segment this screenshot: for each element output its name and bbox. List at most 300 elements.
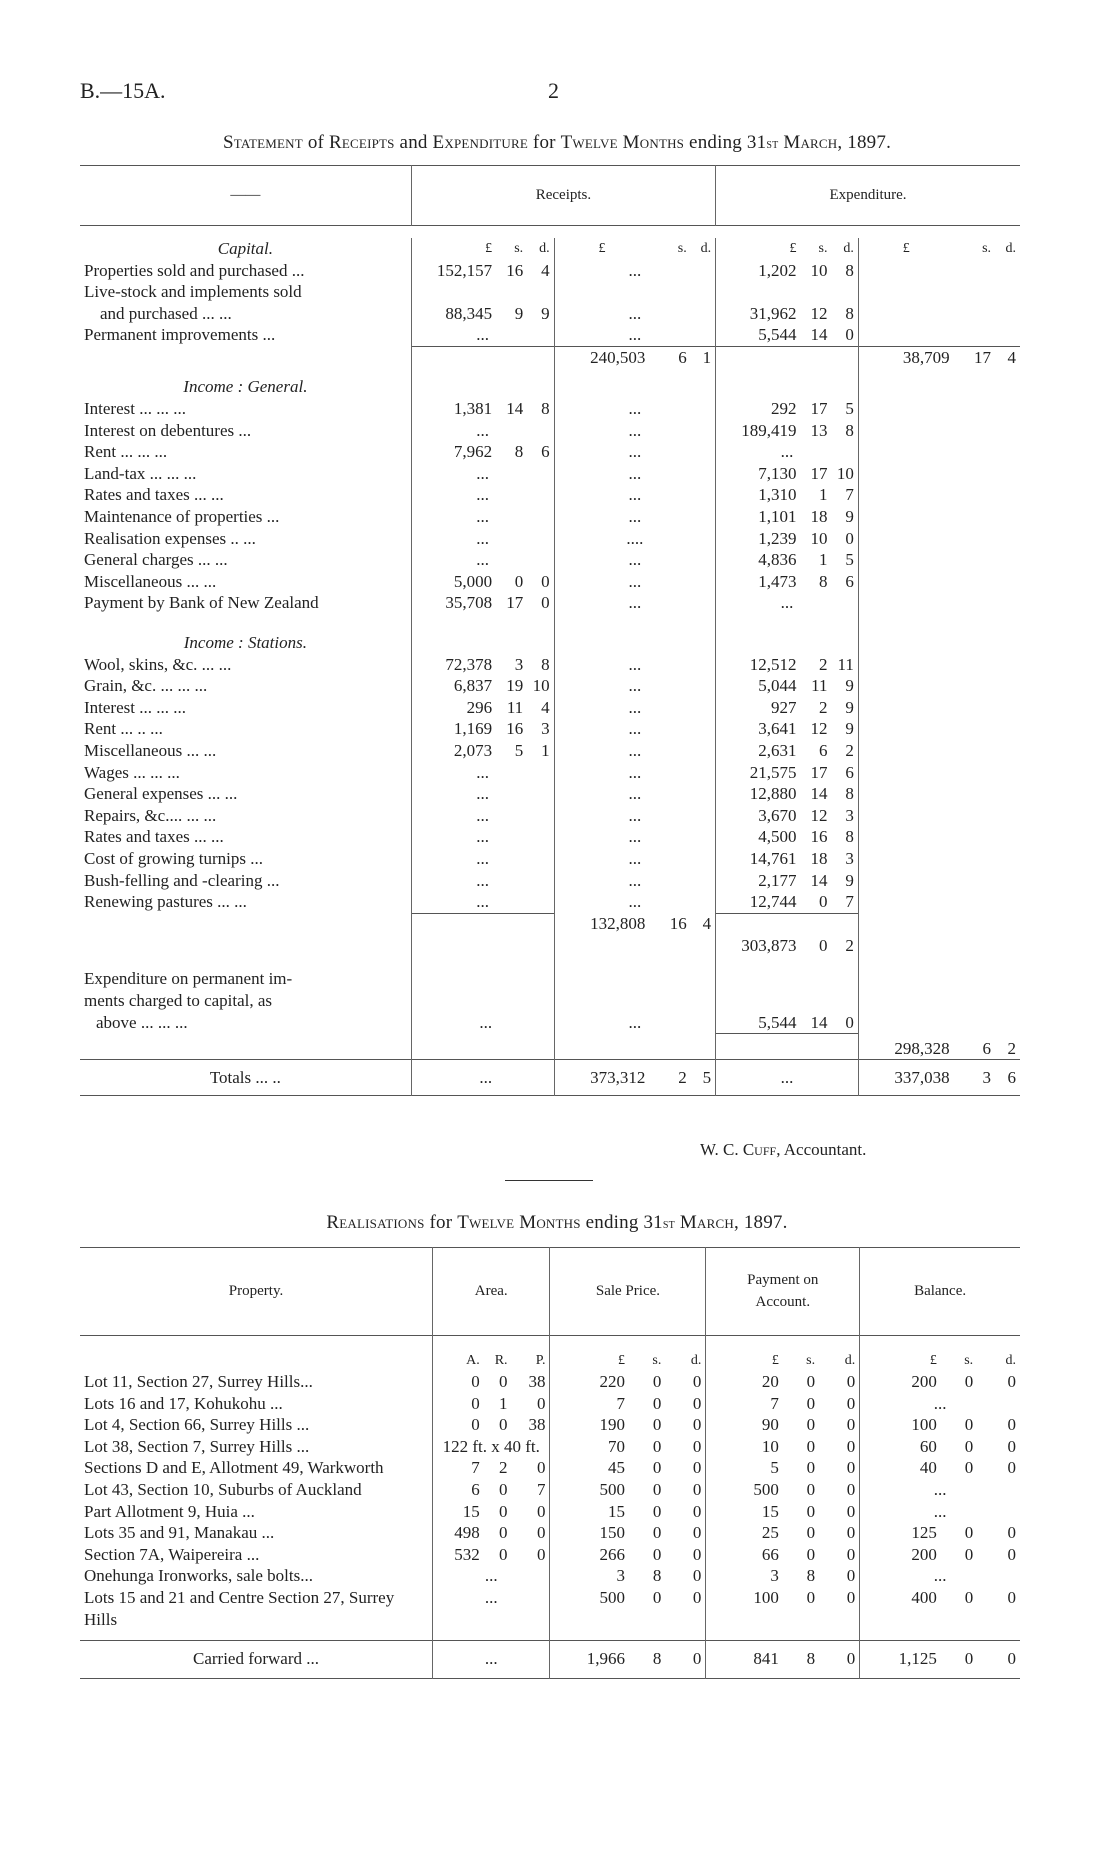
- title-part: of: [302, 132, 330, 153]
- statement-row: [80, 441, 1020, 463]
- title-part: , 1897.: [733, 1212, 788, 1233]
- property-name: Lot 38, Section 7, Surrey Hills ...: [84, 1436, 310, 1456]
- row-label: Realisation expenses .. ...: [84, 528, 256, 548]
- sale-pence: 0: [692, 1523, 702, 1543]
- title-part: ending 31: [580, 1212, 663, 1233]
- expenditure-pounds: 1,473: [716, 571, 801, 593]
- capital-receipts-total-s: 6: [649, 346, 690, 376]
- balance-pence: 0: [1007, 1436, 1016, 1456]
- payment-shillings: 0: [806, 1588, 816, 1608]
- row-label: Maintenance of properties ...: [84, 507, 280, 527]
- receipt2-dots: ...: [554, 420, 715, 442]
- sale-pence: 0: [692, 1566, 702, 1586]
- payment-pence: 0: [846, 1588, 856, 1608]
- receipt-dots: ...: [411, 805, 554, 827]
- receipt-pounds: 88,345: [411, 303, 496, 325]
- row-label: and purchased ... ...: [100, 303, 232, 323]
- expenditure-shillings: 12: [810, 805, 828, 825]
- row-label: Miscellaneous ... ...: [84, 740, 217, 760]
- permanent-label-line: ments charged to capital, as: [84, 991, 273, 1010]
- expenditure-pounds: 4,500: [716, 826, 801, 848]
- receipt-pounds: 7,962: [411, 441, 496, 463]
- expenditure-pence: 9: [845, 507, 854, 527]
- expenditure-pounds: 5,544: [716, 324, 801, 346]
- stations-receipts-total: 132,808: [554, 913, 649, 935]
- expenditure-pounds: 12,880: [716, 783, 801, 805]
- title-part: for: [527, 132, 561, 153]
- receipt2-dots: ...: [554, 260, 715, 282]
- receipt-pence: 8: [541, 399, 550, 419]
- carried-forward-sale: 1,966: [550, 1640, 629, 1678]
- receipt-shillings: 19: [506, 676, 524, 696]
- combined-expenditure: 303,873: [716, 935, 801, 957]
- property-name: Sections D and E, Allotment 49, Warkworth: [84, 1458, 384, 1478]
- sale-pence: 0: [692, 1393, 702, 1413]
- unit-perches: P.: [535, 1352, 546, 1368]
- area-roods: 0: [499, 1415, 508, 1435]
- expenditure-pounds: 12,744: [716, 891, 801, 913]
- receipt2-dots: ...: [554, 324, 715, 346]
- payment-header: Payment on Account.: [706, 1248, 860, 1336]
- expenditure-shillings: 1: [819, 485, 828, 505]
- title-part: ending 31: [684, 132, 767, 153]
- unit-d: d.: [700, 241, 712, 256]
- receipt2-dots: ...: [554, 891, 715, 913]
- sale-pounds: 3: [550, 1565, 629, 1587]
- receipt-pounds: 152,157: [411, 260, 496, 282]
- balance-shillings: 0: [964, 1588, 974, 1608]
- sale-pence: 0: [692, 1436, 702, 1456]
- statement-row: [80, 463, 1020, 485]
- balance-dots: ...: [860, 1479, 1020, 1501]
- statement-row: [80, 848, 1020, 870]
- expenditure-pence: 3: [845, 848, 854, 868]
- capital-rows: [80, 260, 1020, 347]
- statement-row: [80, 303, 1020, 325]
- realisation-row: [80, 1371, 1020, 1393]
- payment-pounds: 100: [706, 1587, 783, 1630]
- receipt-dots: ...: [411, 870, 554, 892]
- payment-shillings: 0: [806, 1436, 816, 1456]
- sale-shillings: 0: [652, 1588, 662, 1608]
- area-acres: 6: [433, 1479, 484, 1501]
- payment-pounds: 15: [706, 1501, 783, 1523]
- payment-pounds: 20: [706, 1371, 783, 1393]
- row-label: Interest ... ... ...: [84, 399, 186, 419]
- unit-s: s.: [514, 241, 524, 256]
- row-label: Rent ... ... ...: [84, 442, 168, 462]
- expenditure-pence: 6: [845, 762, 854, 782]
- payment-pence: 0: [846, 1372, 856, 1392]
- statement-row: [80, 718, 1020, 740]
- realisation-row: [80, 1565, 1020, 1587]
- expenditure-pounds: 1,239: [716, 528, 801, 550]
- payment-pounds: 90: [706, 1414, 783, 1436]
- statement-row: [80, 398, 1020, 420]
- receipt-dots: ...: [411, 484, 554, 506]
- unit-pound: £: [858, 238, 953, 260]
- expenditure2-empty: [858, 281, 1020, 303]
- sale-pence: 0: [692, 1588, 702, 1608]
- sale-pence: 0: [692, 1501, 702, 1521]
- expenditure2-empty: [858, 718, 1020, 740]
- unit-s: s.: [818, 241, 828, 256]
- payment-shillings: 0: [806, 1501, 816, 1521]
- area-dimensions: 122 ft. x 40 ft.: [433, 1436, 550, 1458]
- income-expenditure-total-d: 2: [1007, 1038, 1016, 1058]
- expenditure-pence: 5: [845, 399, 854, 419]
- receipt2-dots: ...: [554, 762, 715, 784]
- expenditure-dots: ...: [716, 441, 859, 463]
- balance-pence: 0: [1007, 1523, 1016, 1543]
- payment-shillings: 0: [806, 1458, 816, 1478]
- property-name: Lot 11, Section 27, Surrey Hills...: [84, 1372, 313, 1392]
- receipt-dots: ...: [411, 463, 554, 485]
- expenditure-pounds: 2,631: [716, 740, 801, 762]
- sale-pence: 0: [692, 1458, 702, 1478]
- expenditure2-empty: [858, 870, 1020, 892]
- row-label: Wool, skins, &c. ... ...: [84, 654, 232, 674]
- row-label: Land-tax ... ... ...: [84, 463, 197, 483]
- expenditure-shillings: 14: [810, 325, 828, 345]
- expenditure-shillings: 10: [810, 528, 828, 548]
- area-perches: 0: [536, 1523, 546, 1543]
- realisation-row: [80, 1587, 1020, 1630]
- expenditure2-empty: [858, 549, 1020, 571]
- expenditure-shillings: 16: [810, 827, 828, 847]
- receipt-dots: ...: [411, 420, 554, 442]
- receipt-shillings: 0: [514, 571, 524, 591]
- row-label: Permanent improvements ...: [84, 325, 276, 345]
- sale-pounds: 266: [550, 1544, 629, 1566]
- expenditure-shillings: 17: [810, 399, 828, 419]
- expenditure-pence: 11: [837, 654, 854, 674]
- carried-forward-sale-d: 0: [692, 1649, 702, 1669]
- payment-pence: 0: [846, 1458, 856, 1478]
- sale-pounds: 7: [550, 1393, 629, 1415]
- balance-pence: 0: [1007, 1415, 1016, 1435]
- carried-forward-balance: 1,125: [860, 1640, 941, 1678]
- area-dots: ...: [433, 1565, 550, 1587]
- statement-row: [80, 805, 1020, 827]
- receipt2-dots: ...: [554, 783, 715, 805]
- property-name: Lots 15 and 21 and Centre Section 27, Surrey Hills: [84, 1588, 395, 1629]
- realisations-table: [80, 1247, 1020, 1679]
- sale-pounds: 15: [550, 1501, 629, 1523]
- row-label: Live-stock and implements sold: [84, 282, 302, 302]
- expenditure-pence: 9: [845, 697, 854, 717]
- grand-total-receipts-s: 2: [678, 1067, 687, 1087]
- receipt2-dots: ...: [554, 654, 715, 676]
- row-label: Miscellaneous ... ...: [84, 571, 217, 591]
- statement-title: [0, 132, 1114, 154]
- statement-row: [80, 324, 1020, 346]
- sale-shillings: 0: [652, 1372, 662, 1392]
- combined-expenditure-d: 2: [845, 935, 854, 955]
- balance-pence: 0: [1007, 1588, 1016, 1608]
- permanent-label-line: above ... ... ...: [96, 1012, 188, 1032]
- expenditure-header: Expenditure.: [716, 166, 1020, 226]
- statement-row: [80, 260, 1020, 282]
- sale-shillings: 0: [652, 1436, 662, 1456]
- area-roods: 0: [499, 1372, 508, 1392]
- payment-pence: 0: [846, 1480, 856, 1500]
- unit-d: d.: [1005, 241, 1016, 256]
- permanent-expenditure-s: 14: [810, 1012, 828, 1032]
- carried-forward-label: Carried forward ...: [192, 1649, 320, 1669]
- expenditure-shillings: 12: [810, 719, 828, 739]
- balance-pounds: 60: [860, 1436, 941, 1458]
- expenditure2-empty: [858, 571, 1020, 593]
- carried-forward-payment-s: 8: [806, 1649, 816, 1669]
- income-expenditure-total: 298,328: [858, 1034, 953, 1060]
- receipt-dots: ...: [411, 549, 554, 571]
- permanent-expenditure-d: 0: [845, 1012, 854, 1032]
- balance-dots: ...: [860, 1565, 1020, 1587]
- receipt-dots: ...: [411, 324, 554, 346]
- unit-s: s.: [677, 241, 687, 256]
- expenditure-pence: 8: [845, 420, 854, 440]
- statement-table: [80, 165, 1020, 1096]
- expenditure-pounds: 3,670: [716, 805, 801, 827]
- statement-row: [80, 506, 1020, 528]
- carried-forward-sale-s: 8: [652, 1649, 662, 1669]
- statement-row: [80, 592, 1020, 614]
- receipt2-dots: ...: [554, 398, 715, 420]
- expenditure2-empty: [858, 420, 1020, 442]
- receipt2-dots: ...: [554, 697, 715, 719]
- receipt-empty: [411, 281, 554, 303]
- blank-col-header: ——: [230, 186, 261, 203]
- balance-pounds: 40: [860, 1457, 941, 1479]
- title-part: Twelve Months: [457, 1212, 581, 1233]
- title-part: st: [662, 1217, 675, 1232]
- realisation-row: [80, 1436, 1020, 1458]
- unit-s: s.: [806, 1352, 816, 1368]
- title-part: for: [424, 1212, 458, 1233]
- balance-pence: 0: [1007, 1458, 1016, 1478]
- unit-s: s.: [982, 241, 992, 256]
- sale-pounds: 500: [550, 1479, 629, 1501]
- area-perches: 0: [536, 1458, 546, 1478]
- expenditure-shillings: 14: [810, 784, 828, 804]
- title-part: Receipts: [329, 132, 395, 153]
- payment-pence: 0: [846, 1544, 856, 1564]
- title-part: Twelve Months: [560, 132, 685, 153]
- expenditure-shillings: 12: [810, 303, 828, 323]
- row-label: Renewing pastures ... ...: [84, 892, 247, 912]
- carried-forward-payment: 841: [706, 1640, 783, 1678]
- unit-pound: £: [554, 238, 649, 260]
- expenditure2-empty: [858, 398, 1020, 420]
- balance-dots: ...: [860, 1501, 1020, 1523]
- unit-pound: £: [706, 1350, 783, 1372]
- expenditure2-empty: [858, 891, 1020, 913]
- realisation-row: [80, 1479, 1020, 1501]
- expenditure2-empty: [858, 826, 1020, 848]
- payment-pounds: 10: [706, 1436, 783, 1458]
- permanent-receipt2-dots: ...: [554, 1012, 715, 1034]
- receipt2-dots: ...: [554, 870, 715, 892]
- receipt-pounds: 1,169: [411, 718, 496, 740]
- realisation-row: [80, 1501, 1020, 1523]
- area-roods: 0: [499, 1544, 508, 1564]
- expenditure2-empty: [858, 528, 1020, 550]
- expenditure2-empty: [858, 697, 1020, 719]
- expenditure-dots: ...: [716, 592, 859, 614]
- receipt2-dots: ....: [554, 528, 715, 550]
- area-acres: 532: [433, 1544, 484, 1566]
- row-label: Cost of growing turnips ...: [84, 848, 263, 868]
- receipt-shillings: 9: [514, 303, 524, 323]
- sale-price-header: Sale Price.: [550, 1248, 706, 1336]
- sale-shillings: 8: [652, 1566, 662, 1586]
- expenditure2-empty: [858, 783, 1020, 805]
- receipt-dots: ...: [411, 891, 554, 913]
- receipt-shillings: 14: [506, 399, 524, 419]
- stations-receipts-total-s: 16: [669, 914, 687, 934]
- sale-pounds: 70: [550, 1436, 629, 1458]
- receipt2-dots: ...: [554, 675, 715, 697]
- receipt-dots: ...: [411, 506, 554, 528]
- property-name: Lots 35 and 91, Manakau ...: [84, 1523, 275, 1543]
- area-perches: 7: [536, 1480, 546, 1500]
- statement-row: [80, 528, 1020, 550]
- area-perches: 0: [536, 1393, 546, 1413]
- sale-shillings: 0: [652, 1415, 662, 1435]
- expenditure2-empty: [858, 675, 1020, 697]
- receipt-pence: 0: [541, 593, 550, 613]
- unit-s: s.: [964, 1352, 974, 1368]
- row-label: General charges ... ...: [84, 550, 228, 570]
- signature-name: W. C. Cuff: [700, 1140, 777, 1159]
- income-stations-rows: [80, 654, 1020, 914]
- row-label: Payment by Bank of New Zealand: [84, 593, 319, 613]
- area-roods: 0: [499, 1480, 508, 1500]
- sale-shillings: 0: [652, 1458, 662, 1478]
- document-code: B.—15A.: [80, 78, 166, 103]
- unit-d: d.: [690, 1352, 702, 1368]
- statement-row: [80, 783, 1020, 805]
- permanent-receipt-dots: ...: [411, 1012, 496, 1034]
- title-part: st: [766, 137, 779, 152]
- unit-acres: A.: [433, 1350, 484, 1372]
- expenditure-pence: 8: [845, 260, 854, 280]
- receipt-pence: 10: [532, 676, 550, 696]
- receipt-pence: 6: [541, 442, 550, 462]
- property-name: Section 7A, Waipereira ...: [84, 1544, 260, 1564]
- expenditure-pence: 9: [845, 870, 854, 890]
- expenditure-shillings: 0: [819, 892, 828, 912]
- receipt-shillings: 17: [506, 593, 524, 613]
- area-roods: 0: [499, 1501, 508, 1521]
- receipts-header: Receipts.: [411, 166, 715, 226]
- receipt-shillings: 16: [506, 260, 524, 280]
- statement-row: [80, 571, 1020, 593]
- grand-total-receipts-d: 5: [702, 1067, 712, 1087]
- expenditure2-empty: [858, 441, 1020, 463]
- expenditure2-empty: [858, 303, 1020, 325]
- expenditure2-empty: [858, 463, 1020, 485]
- area-dots: ...: [433, 1587, 550, 1630]
- row-label: General expenses ... ...: [84, 784, 238, 804]
- totals-receipt-dots: ...: [411, 1060, 496, 1096]
- unit-pound: £: [411, 238, 496, 260]
- expenditure-empty: [716, 281, 859, 303]
- receipt-pence: 4: [541, 697, 550, 717]
- statement-row: [80, 675, 1020, 697]
- statement-row: [80, 762, 1020, 784]
- title-part: Realisations: [326, 1212, 425, 1233]
- receipt-pence: 8: [541, 654, 550, 674]
- payment-pounds: 25: [706, 1522, 783, 1544]
- realisation-row: [80, 1393, 1020, 1415]
- expenditure-pence: 8: [845, 827, 854, 847]
- expenditure-pence: 3: [845, 805, 854, 825]
- stations-receipts-total-d: 4: [702, 914, 712, 934]
- statement-row: [80, 281, 1020, 303]
- payment-pounds: 5: [706, 1457, 783, 1479]
- realisation-row: [80, 1457, 1020, 1479]
- area-perches: 0: [536, 1501, 546, 1521]
- expenditure-pence: 8: [845, 303, 854, 323]
- payment-shillings: 0: [806, 1372, 816, 1392]
- unit-roods: R.: [494, 1352, 508, 1368]
- balance-pounds: 100: [860, 1414, 941, 1436]
- income-general-rows: [80, 398, 1020, 614]
- receipt-pounds: 1,381: [411, 398, 496, 420]
- receipt2-dots: ...: [554, 463, 715, 485]
- area-perches: 0: [536, 1544, 546, 1564]
- income-general-heading: Income : General.: [183, 377, 308, 397]
- receipt-shillings: 8: [514, 442, 524, 462]
- expenditure2-empty: [858, 805, 1020, 827]
- expenditure-shillings: 11: [811, 676, 828, 696]
- payment-shillings: 0: [806, 1480, 816, 1500]
- payment-pence: 0: [846, 1501, 856, 1521]
- unit-pound: £: [860, 1350, 941, 1372]
- expenditure-pounds: 292: [716, 398, 801, 420]
- realisation-row: [80, 1522, 1020, 1544]
- expenditure-pence: 0: [845, 325, 854, 345]
- carried-forward-payment-d: 0: [846, 1649, 856, 1669]
- statement-row: [80, 697, 1020, 719]
- statement-row: [80, 549, 1020, 571]
- expenditure-shillings: 18: [810, 848, 828, 868]
- unit-d: d.: [539, 241, 550, 256]
- unit-d: d.: [1005, 1352, 1016, 1368]
- realisation-row: [80, 1544, 1020, 1566]
- balance-dots: ...: [860, 1393, 1020, 1415]
- balance-shillings: 0: [964, 1523, 974, 1543]
- property-name: Onehunga Ironworks, sale bolts...: [84, 1566, 313, 1586]
- payment-shillings: 0: [806, 1415, 816, 1435]
- payment-pence: 0: [846, 1393, 856, 1413]
- expenditure2-empty: [858, 324, 1020, 346]
- balance-pounds: 125: [860, 1522, 941, 1544]
- unit-s: s.: [652, 1352, 662, 1368]
- receipt2-dots: ...: [554, 441, 715, 463]
- expenditure-pounds: 14,761: [716, 848, 801, 870]
- title-part: March: [783, 132, 838, 153]
- receipt2-dots: ...: [554, 303, 715, 325]
- receipt2-dots: ...: [554, 848, 715, 870]
- sale-pence: 0: [692, 1415, 702, 1435]
- balance-pence: 0: [1007, 1372, 1016, 1392]
- sale-shillings: 0: [652, 1393, 662, 1413]
- expenditure-shillings: 8: [819, 571, 828, 591]
- expenditure-pence: 5: [845, 550, 854, 570]
